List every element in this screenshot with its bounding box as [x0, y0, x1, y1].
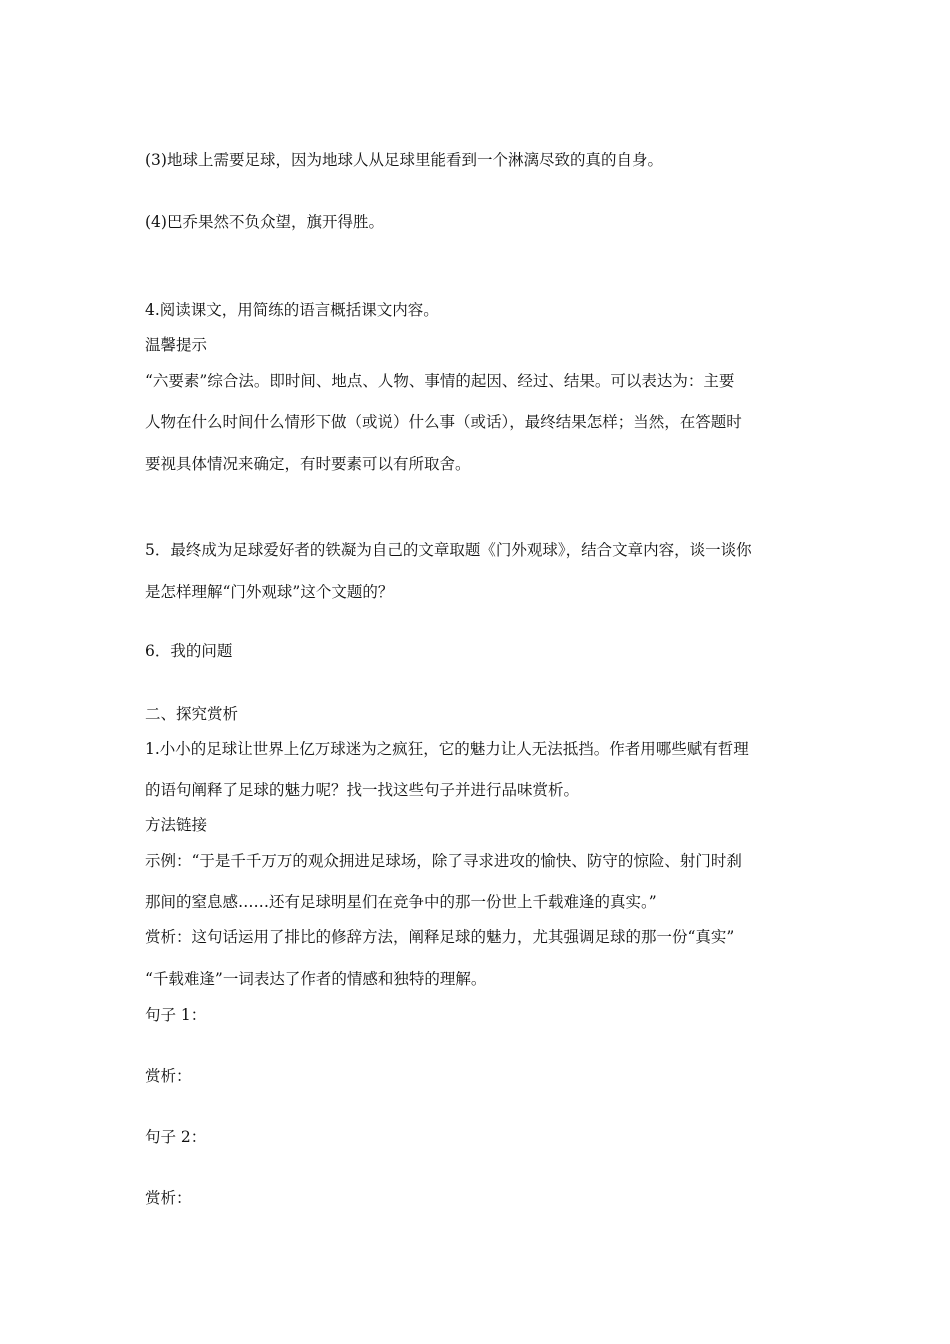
method-heading: 方法链接: [145, 816, 208, 834]
tip-heading: 温馨提示: [145, 336, 208, 354]
item-4-text: (4)巴乔果然不负众望，旗开得胜。: [145, 213, 384, 231]
question-5-line-2: 是怎样理解“门外观球”这个文题的？: [145, 583, 394, 601]
example-line-2: 那间的窒息感……还有足球明星们在竞争中的那一份世上千载难逢的真实。”: [145, 893, 657, 911]
sentence-2-label: 句子 2：: [145, 1128, 207, 1146]
item-3-text: (3)地球上需要足球，因为地球人从足球里能看到一个淋漓尽致的真的自身。: [145, 151, 663, 169]
example-line-1: 示例：“于是千千万万的观众拥进足球场，除了寻求进攻的愉快、防守的惊险、射门时刹: [145, 852, 742, 870]
section-2-heading: 二、探究赏析: [145, 705, 239, 723]
tip-line-1: “六要素”综合法。即时间、地点、人物、事情的起因、经过、结果。可以表达为：主要: [145, 372, 735, 390]
appreciation-2-label: 赏析：: [145, 1189, 192, 1207]
appreciation-1-label: 赏析：: [145, 1067, 192, 1085]
question-4-prompt: 4.阅读课文，用简练的语言概括课文内容。: [145, 301, 439, 319]
question-5-line-1: 5．最终成为足球爱好者的铁凝为自己的文章取题《门外观球》，结合文章内容，谈一谈你: [145, 541, 752, 559]
question-1-line-2: 的语句阐释了足球的魅力呢？找一找这些句子并进行品味赏析。: [145, 781, 580, 799]
tip-line-3: 要视具体情况来确定，有时要素可以有所取舍。: [145, 455, 471, 473]
sentence-1-label: 句子 1：: [145, 1006, 207, 1024]
question-6-text: 6．我的问题: [145, 642, 233, 660]
tip-line-2: 人物在什么时间什么情形下做（或说）什么事（或话），最终结果怎样；当然，在答题时: [145, 413, 742, 431]
analysis-line-1: 赏析：这句话运用了排比的修辞方法，阐释足球的魅力，尤其强调足球的那一份“真实”: [145, 928, 735, 946]
question-1-line-1: 1.小小的足球让世界上亿万球迷为之疯狂，它的魅力让人无法抵挡。作者用哪些赋有哲理: [145, 740, 749, 758]
analysis-line-2: “千载难逢”一词表达了作者的情感和独特的理解。: [145, 970, 487, 988]
